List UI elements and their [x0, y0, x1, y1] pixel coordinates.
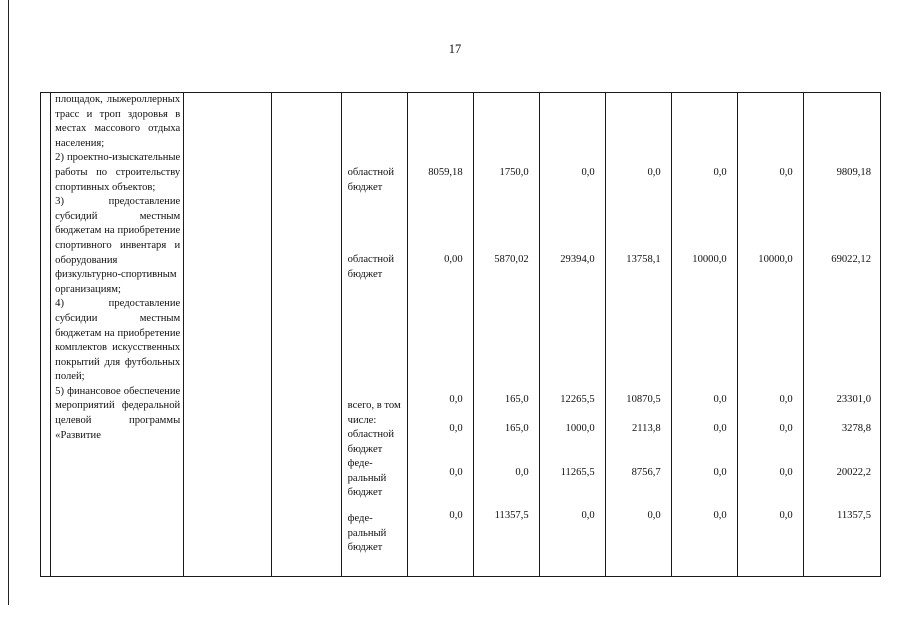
budget-value: 0,0 [779, 394, 793, 405]
budget-value: 0,0 [779, 510, 793, 521]
budget-value: 10000,0 [758, 254, 793, 265]
year-value-cell [737, 93, 803, 577]
measure-text-3: 3) предоставление субсидий местным бюджетам на приобретение спортивного инвентаря и оборудования физкультурно-спортивным организациям; [55, 196, 181, 295]
total-value: 3278,8 [841, 423, 871, 434]
budget-value: 0,0 [449, 467, 463, 478]
funding-source-cell [341, 93, 407, 577]
budget-value: 0,0 [581, 167, 595, 178]
budget-value: 0,0 [449, 423, 463, 434]
budget-value: 0,0 [713, 167, 727, 178]
budget-value: 0,0 [779, 423, 793, 434]
budget-value: 165,0 [504, 394, 529, 405]
budget-value: 12265,5 [560, 394, 595, 405]
budget-value: 2113,8 [631, 423, 661, 434]
budget-value: 5870,02 [494, 254, 529, 265]
budget-value: 0,0 [713, 467, 727, 478]
empty-column-cell [184, 93, 271, 577]
budget-value: 11265,5 [560, 467, 595, 478]
measure-description-cell [51, 93, 184, 577]
total-value: 23301,0 [836, 394, 871, 405]
budget-value: 8756,7 [631, 467, 661, 478]
budget-value: 11357,5 [494, 510, 529, 521]
year-value-cell [473, 93, 539, 577]
budget-value: 0,0 [713, 510, 727, 521]
measure-text-5: 5) финансовое обеспечение мероприятий федеральной целевой программы «Развитие [55, 385, 181, 441]
budget-value: 0,0 [647, 510, 661, 521]
budget-value: 0,0 [713, 394, 727, 405]
budget-value: 0,0 [449, 510, 463, 521]
year-value-cell [539, 93, 605, 577]
total-value-cell [803, 93, 880, 577]
budget-value: 10870,5 [626, 394, 661, 405]
total-value: 9809,18 [836, 167, 871, 178]
budget-value: 0,0 [581, 510, 595, 521]
funding-source-label: областной бюджет [347, 429, 395, 455]
year-value-cell [407, 93, 473, 577]
page-left-border [8, 0, 9, 605]
budget-value: 0,0 [779, 467, 793, 478]
year-value-cell [605, 93, 671, 577]
measure-text-4: 4) предоставление субсидии местным бюджетам на приобретение комплектов искусственных покрытий для футбольных полей; [55, 298, 181, 383]
measure-text-1: площадок, лыжероллерных трасс и троп здоровья в местах массового отдыха населения; [55, 94, 181, 149]
budget-value: 1000,0 [565, 423, 595, 434]
budget-value: 165,0 [504, 423, 529, 434]
budget-value: 13758,1 [626, 254, 661, 265]
budget-value: 29394,0 [560, 254, 595, 265]
budget-value: 0,0 [647, 167, 661, 178]
funding-source-label: феде-ральный бюджет [347, 513, 387, 554]
measure-text-2: 2) проектно-изыскательные работы по строительству спортивных объектов; [55, 152, 181, 193]
total-value: 11357,5 [836, 510, 871, 521]
budget-value: 1750,0 [499, 167, 529, 178]
funding-source-label: областной бюджет [347, 254, 395, 280]
budget-value: 0,0 [449, 394, 463, 405]
budget-table [40, 92, 881, 577]
budget-value: 8059,18 [428, 167, 463, 178]
budget-value: 0,0 [713, 423, 727, 434]
budget-value: 0,00 [444, 254, 463, 265]
funding-source-label: феде-ральный бюджет [347, 458, 387, 499]
total-value: 20022,2 [836, 467, 871, 478]
empty-column-cell [271, 93, 341, 577]
budget-value: 0,0 [779, 167, 793, 178]
total-value: 69022,12 [831, 254, 871, 265]
table-row [41, 93, 881, 577]
year-value-cell [671, 93, 737, 577]
budget-value: 10000,0 [692, 254, 727, 265]
index-cell [41, 93, 51, 577]
funding-source-label: областной бюджет [347, 167, 395, 193]
funding-source-label: всего, в том числе: [347, 400, 401, 426]
budget-value: 0,0 [515, 467, 529, 478]
page-number: 17 [448, 42, 462, 56]
